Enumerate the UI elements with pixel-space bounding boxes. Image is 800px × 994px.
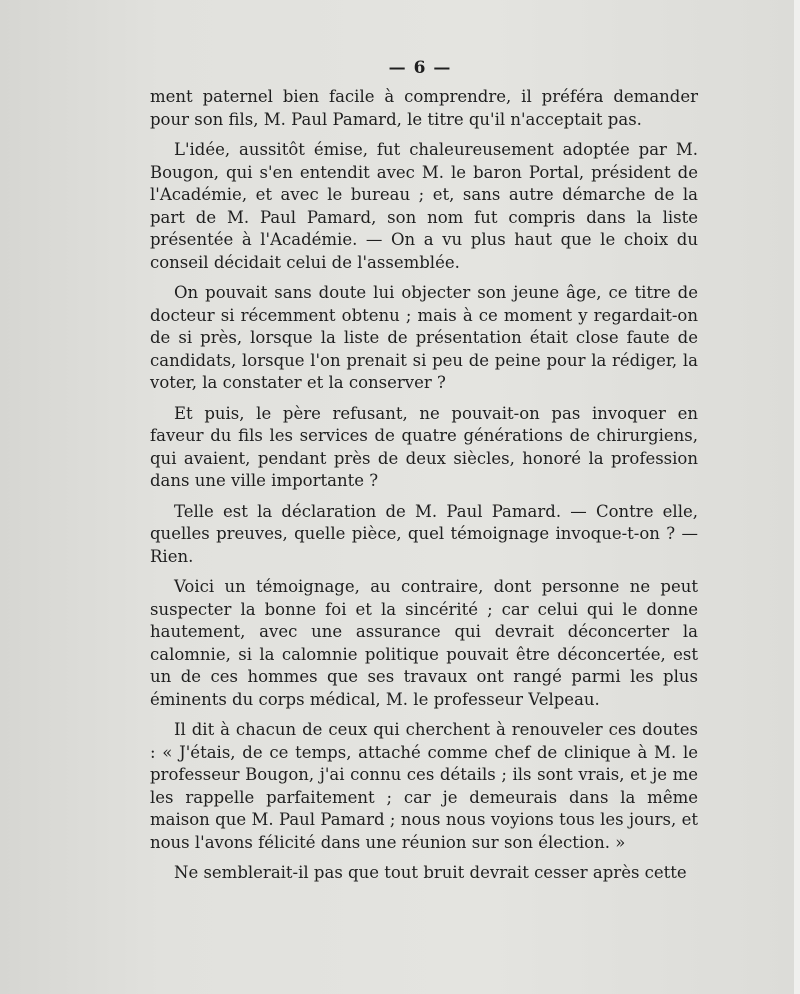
paragraph: L'idée, aussitôt émise, fut chaleureusement adoptée par M. Bougon, qui s'en entendit avec M. le baron Portal, président de l'Académie, et avec le bureau ; et, sans autre démarche de la part de M. Paul Pamard, son nom fut compris dans la liste présentée à l'Académie. — On a vu plus haut que le choix du conseil décidait celui de l'assemblée. [150,140,698,272]
paragraph: Telle est la déclaration de M. Paul Pamard. — Contre elle, quelles preuves, quelle pièce, quel témoignage invoque-t-on ? — Rien. [150,501,698,566]
paragraph: Et puis, le père refusant, ne pouvait-on pas invoquer en faveur du fils les services de quatre générations de chirurgiens, qui avaient, pendant près de deux siècles, honoré la profession dans une ville importante ? [150,403,698,490]
page-number: — 6 — [388,58,452,78]
paragraph: Ne semblerait-il pas que tout bruit devrait cesser après cette [174,863,687,882]
paragraph: On pouvait sans doute lui objecter son jeune âge, ce titre de docteur si récemment obtenu ; mais à ce moment y regardait-on de si près, lorsque la liste de présentation était close faute de candidats, lorsque l'on prenait si peu de peine pour la rédiger, la voter, la constater et la conserver ? [150,283,698,392]
paragraph-continued: ment paternel bien facile à comprendre, il préféra demander pour son fils, M. Paul Pamard, le titre qu'il n'acceptait pas. [150,87,698,129]
paragraph: Il dit à chacun de ceux qui cherchent à renouveler ces doutes : « J'étais, de ce temps, attaché comme chef de clinique à M. le professeur Bougon, j'ai connu ces détails ; ils sont vrais, et je me les rappelle parfaitement ; car je demeurais dans la même maison que M. Paul Pamard ; nous nous voyions tous les jours, et nous l'avons félicité dans une réunion sur son élection. » [150,720,698,852]
body-text [150,86,698,893]
paragraph: Voici un témoignage, au contraire, dont personne ne peut suspecter la bonne foi et la sincérité ; car celui qui le donne hautement, avec une assurance qui devrait déconcerter la calomnie, si la calomnie politique pouvait être déconcertée, est un de ces hommes que ses travaux ont rangé parmi les plus éminents du corps médical, M. le professeur Velpeau. [150,577,698,709]
page-edge [794,0,800,994]
